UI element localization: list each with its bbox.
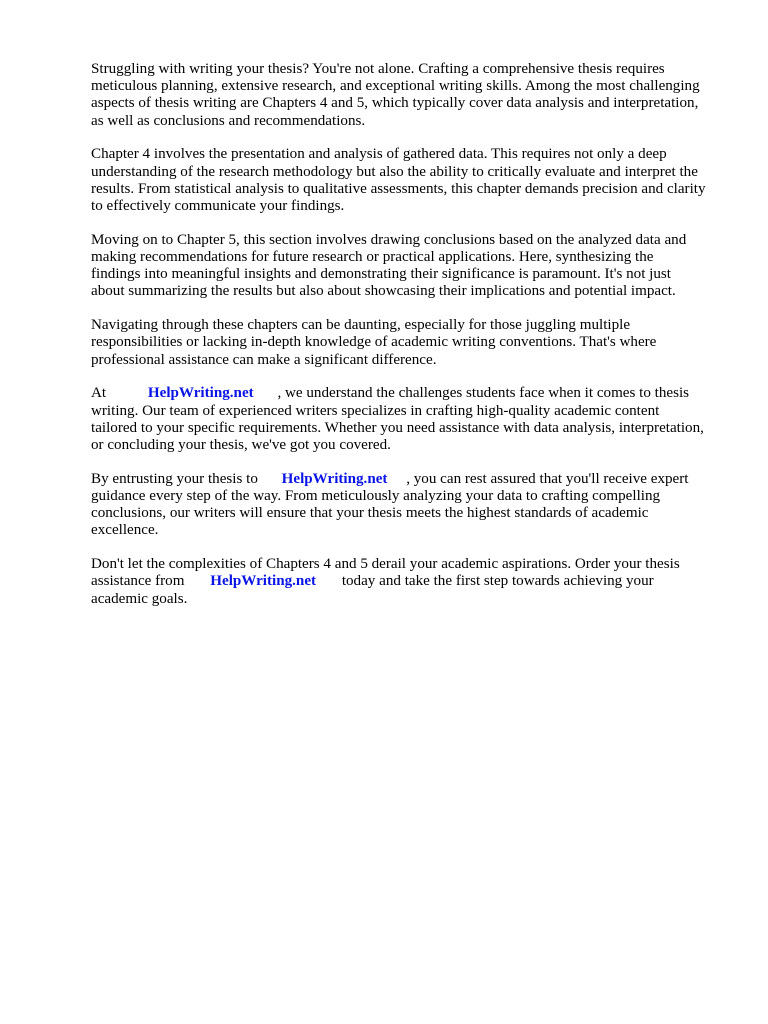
helpwriting-link[interactable]: HelpWriting.net bbox=[210, 573, 317, 590]
paragraph-text: , you can rest assured that you'll receive expert guidance every step of the way. From meticulously analyzing your data to crafting compelling conclusions, our writers will ensure that your thesis meets the highest standards of academic excellence. bbox=[91, 470, 689, 539]
paragraph-navigating: Navigating through these chapters can be daunting, especially for those juggling multiple responsibilities or lacking in-depth knowledge of academic writing conventions. That's where professional assistance can make a significant difference. bbox=[91, 317, 657, 368]
helpwriting-link[interactable]: HelpWriting.net bbox=[281, 470, 388, 487]
paragraph-intro: Struggling with writing your thesis? You're not alone. Crafting a comprehensive thesis requires meticulous planning, extensive research, and exceptional writing skills. Among the most challenging aspects of thesis writing are Chapters 4 and 5, which typically cover data analysis and interpretation, as well as conclusions and recommendations. bbox=[91, 61, 700, 129]
paragraph-entrusting bbox=[91, 471, 731, 540]
document-body bbox=[91, 61, 731, 624]
paragraph-text: At bbox=[91, 385, 110, 402]
paragraph-text: By entrusting your thesis to bbox=[91, 470, 262, 487]
paragraph-text: today and take the first step towards achieving your academic goals. bbox=[91, 573, 654, 607]
paragraph-chapter-5: Moving on to Chapter 5, this section involves drawing conclusions based on the analyzed data and making recommendations for future research or practical applications. Here, synthesizing the findings into meaningful insights and demonstrating their significance is paramount. It's not just about summarizing the results but also about showcasing their implications and potential impact. bbox=[91, 231, 687, 300]
paragraph-text: Don't let the complexities of Chapters 4 and 5 derail your academic aspirations. Order your thesis assistance from bbox=[91, 556, 680, 590]
paragraph-closing bbox=[91, 556, 731, 608]
paragraph-text: , we understand the challenges students face when it comes to thesis writing. Our team of experienced writers specializes in crafting high-quality academic content tailored to your specific requirements. Whether you need assistance with data analysis, interpretation, or concluding your thesis, we've got you covered. bbox=[91, 385, 704, 454]
paragraph-at-helpwriting bbox=[91, 385, 731, 454]
paragraph-chapter-4: Chapter 4 involves the presentation and analysis of gathered data. This requires not only a deep understanding of the research methodology but also the ability to critically evaluate and interpret the results. From statistical analysis to qualitative assessments, this chapter demands precision and clarity to effectively communicate your findings. bbox=[91, 146, 706, 215]
helpwriting-link[interactable]: HelpWriting.net bbox=[147, 385, 254, 402]
